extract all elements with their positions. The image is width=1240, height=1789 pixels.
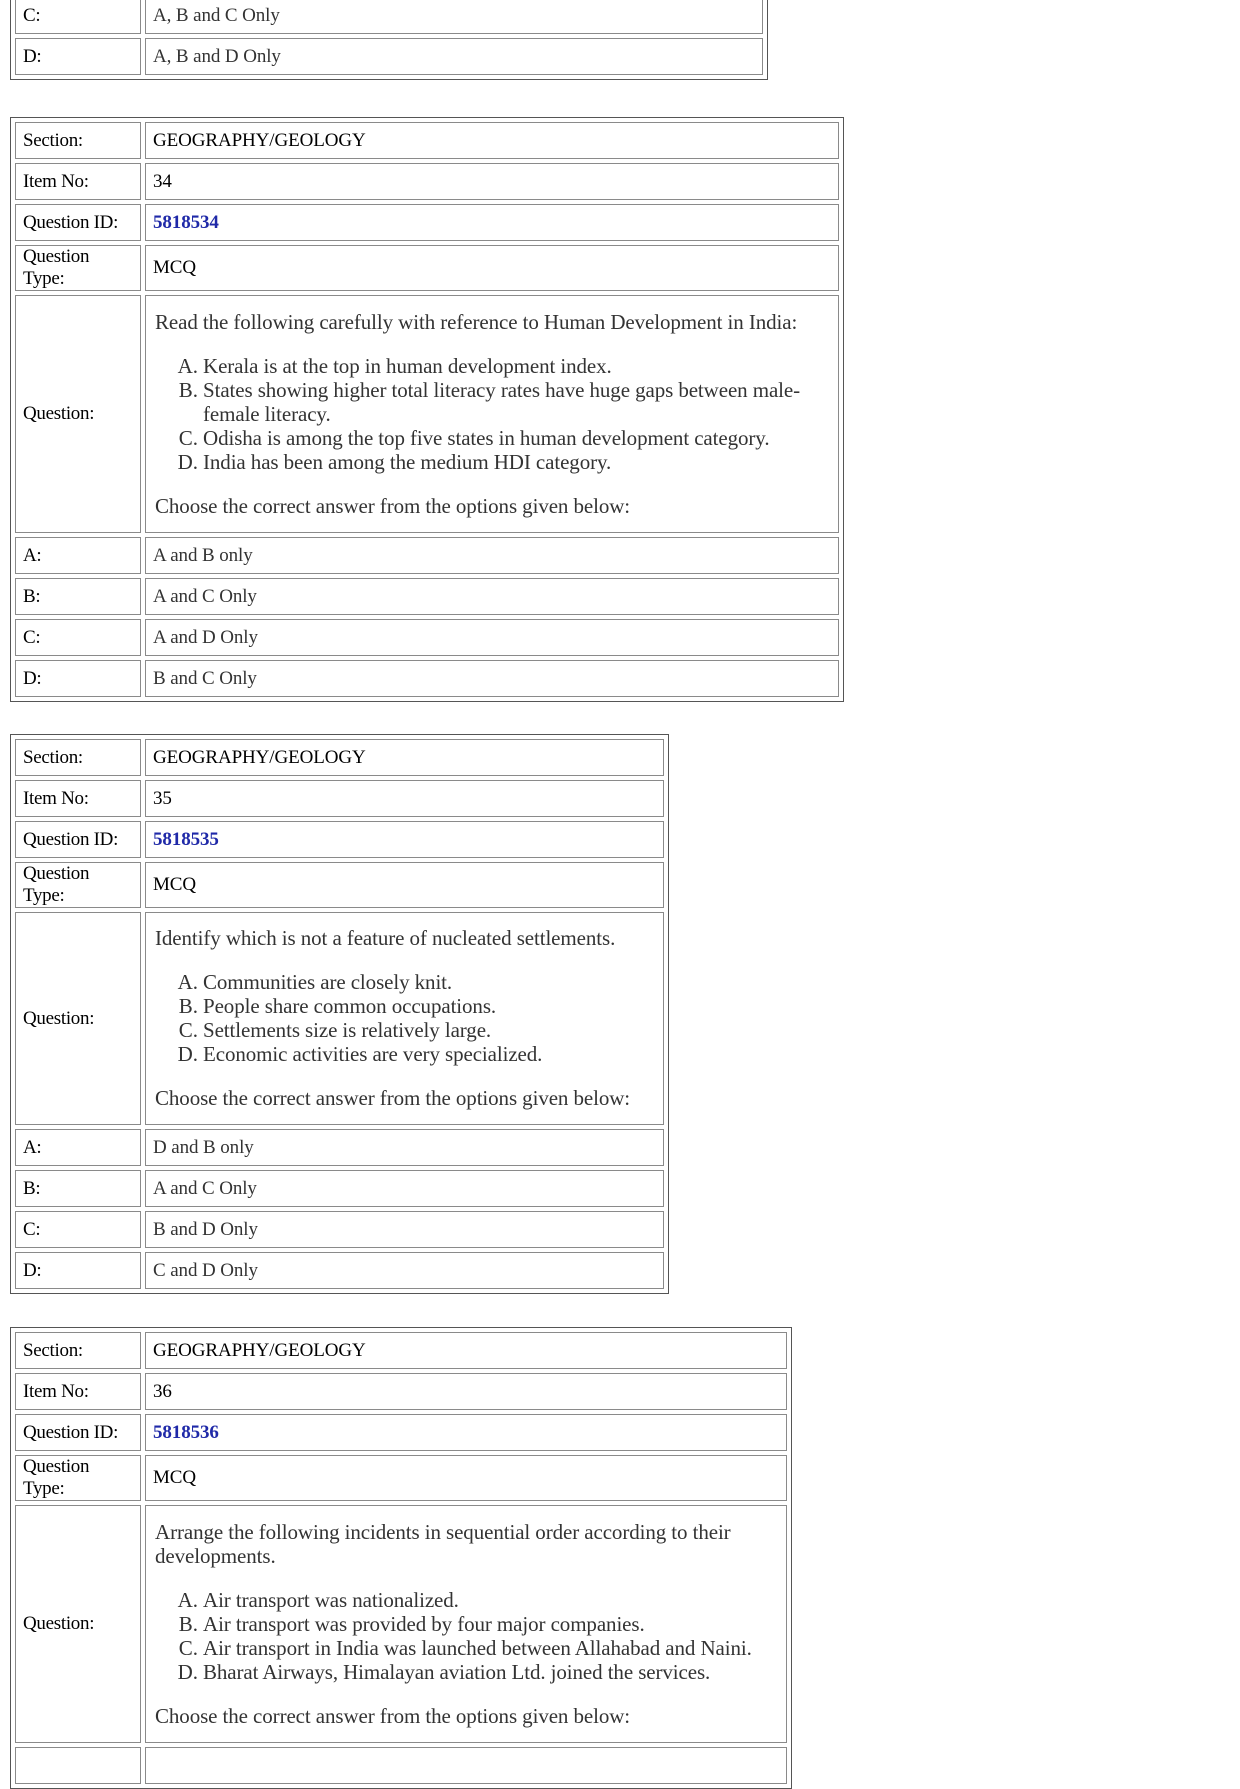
item-no-label: Item No: [15, 780, 141, 817]
question-label: Question: [15, 1505, 141, 1743]
statement-item: A. Communities are closely knit. [203, 970, 655, 994]
question-id-row [15, 1414, 787, 1451]
question-id-value: 5818535 [145, 821, 664, 858]
statement-item: B. People share common occupations. [203, 994, 655, 1018]
option-row-d [15, 660, 839, 697]
question-table-36 [10, 1327, 792, 1789]
statement-item: C. Odisha is among the top five states in human development category. [203, 426, 830, 450]
option-row-a [15, 1129, 664, 1166]
option-text-a: D and B only [145, 1129, 664, 1166]
question-table-34 [10, 117, 844, 702]
question-id-label: Question ID: [15, 1414, 141, 1451]
question-label: Question: [15, 912, 141, 1125]
option-text-d: C and D Only [145, 1252, 664, 1289]
option-row-b [15, 1170, 664, 1207]
option-text-b: A and C Only [145, 1170, 664, 1207]
option-text-c: A and D Only [145, 619, 839, 656]
option-label-c: C: [15, 619, 141, 656]
option-label-d: D: [15, 38, 141, 75]
choose-instruction: Choose the correct answer from the options given below: [155, 493, 631, 518]
item-no-value: 35 [145, 780, 664, 817]
option-label-d: D: [15, 1252, 141, 1289]
option-row-d [15, 1252, 664, 1289]
question-row [15, 912, 664, 1125]
section-row [15, 1332, 787, 1369]
question-type-row [15, 1455, 787, 1501]
section-row [15, 122, 839, 159]
option-label-a: A: [15, 1129, 141, 1166]
question-id-row [15, 821, 664, 858]
question-row [15, 1505, 787, 1743]
choose-instruction: Choose the correct answer from the options given below: [155, 1086, 631, 1110]
option-label-c: C: [15, 0, 141, 34]
question-type-label: Question Type: [15, 862, 141, 908]
question-type-row [15, 245, 839, 291]
question-type-value: MCQ [145, 245, 839, 291]
option-label-a: A: [15, 537, 141, 574]
statement-list [155, 1588, 778, 1684]
option-label-b: B: [15, 1170, 141, 1207]
item-no-row [15, 163, 839, 200]
section-value: GEOGRAPHY/GEOLOGY [145, 739, 664, 776]
option-label-a [15, 1747, 141, 1784]
option-row-a [15, 1747, 787, 1784]
statement-item: C. Air transport in India was launched between Allahabad and Naini. [203, 1636, 778, 1660]
question-id-label: Question ID: [15, 821, 141, 858]
question-type-label: Question Type: [15, 1455, 141, 1501]
question-table-35 [10, 734, 669, 1294]
question-type-value: MCQ [145, 862, 664, 908]
question-stem: Arrange the following incidents in sequential order according to their developments. [155, 1519, 731, 1568]
item-no-row [15, 1373, 787, 1410]
question-body [145, 1505, 787, 1743]
section-value: GEOGRAPHY/GEOLOGY [145, 1332, 787, 1369]
question-body [145, 912, 664, 1125]
option-row-c [15, 0, 763, 34]
option-label-b: B: [15, 578, 141, 615]
item-no-label: Item No: [15, 163, 141, 200]
option-label-c: C: [15, 1211, 141, 1248]
option-row-b [15, 578, 839, 615]
option-text-c: A, B and C Only [145, 0, 763, 34]
item-no-label: Item No: [15, 1373, 141, 1410]
question-table-partial [10, 0, 768, 80]
option-text-a: A and B only [145, 537, 839, 574]
question-id-label: Question ID: [15, 204, 141, 241]
option-row-c [15, 619, 839, 656]
section-value: GEOGRAPHY/GEOLOGY [145, 122, 839, 159]
section-row [15, 739, 664, 776]
option-text-c: B and D Only [145, 1211, 664, 1248]
section-label: Section: [15, 1332, 141, 1369]
question-id-value: 5818536 [145, 1414, 787, 1451]
choose-instruction: Choose the correct answer from the options given below: [155, 1703, 631, 1728]
option-text-a [145, 1747, 787, 1784]
statement-item: D. Economic activities are very specialized. [203, 1042, 655, 1066]
statement-item: D. India has been among the medium HDI category. [203, 450, 830, 474]
question-label: Question: [15, 295, 141, 533]
statement-item: D. Bharat Airways, Himalayan aviation Ltd. joined the services. [203, 1660, 778, 1684]
question-type-value: MCQ [145, 1455, 787, 1501]
option-text-b: A and C Only [145, 578, 839, 615]
question-id-value: 5818534 [145, 204, 839, 241]
option-text-d: A, B and D Only [145, 38, 763, 75]
section-label: Section: [15, 739, 141, 776]
item-no-row [15, 780, 664, 817]
option-label-d: D: [15, 660, 141, 697]
option-text-d: B and C Only [145, 660, 839, 697]
statement-item: B. Air transport was provided by four major companies. [203, 1612, 778, 1636]
question-body [145, 295, 839, 533]
option-row-c [15, 1211, 664, 1248]
statement-item: A. Air transport was nationalized. [203, 1588, 778, 1612]
item-no-value: 34 [145, 163, 839, 200]
option-row-d [15, 38, 763, 75]
statement-item: B. States showing higher total literacy rates have huge gaps between male-female literacy. [203, 378, 830, 426]
option-row-a [15, 537, 839, 574]
statement-list [155, 354, 830, 474]
question-stem: Identify which is not a feature of nucleated settlements. [155, 926, 616, 950]
statement-list [155, 970, 655, 1066]
statement-item: A. Kerala is at the top in human development index. [203, 354, 830, 378]
statement-item: C. Settlements size is relatively large. [203, 1018, 655, 1042]
section-label: Section: [15, 122, 141, 159]
question-id-row [15, 204, 839, 241]
question-type-label: Question Type: [15, 245, 141, 291]
question-stem: Read the following carefully with reference to Human Development in India: [155, 309, 798, 334]
question-row [15, 295, 839, 533]
question-type-row [15, 862, 664, 908]
item-no-value: 36 [145, 1373, 787, 1410]
